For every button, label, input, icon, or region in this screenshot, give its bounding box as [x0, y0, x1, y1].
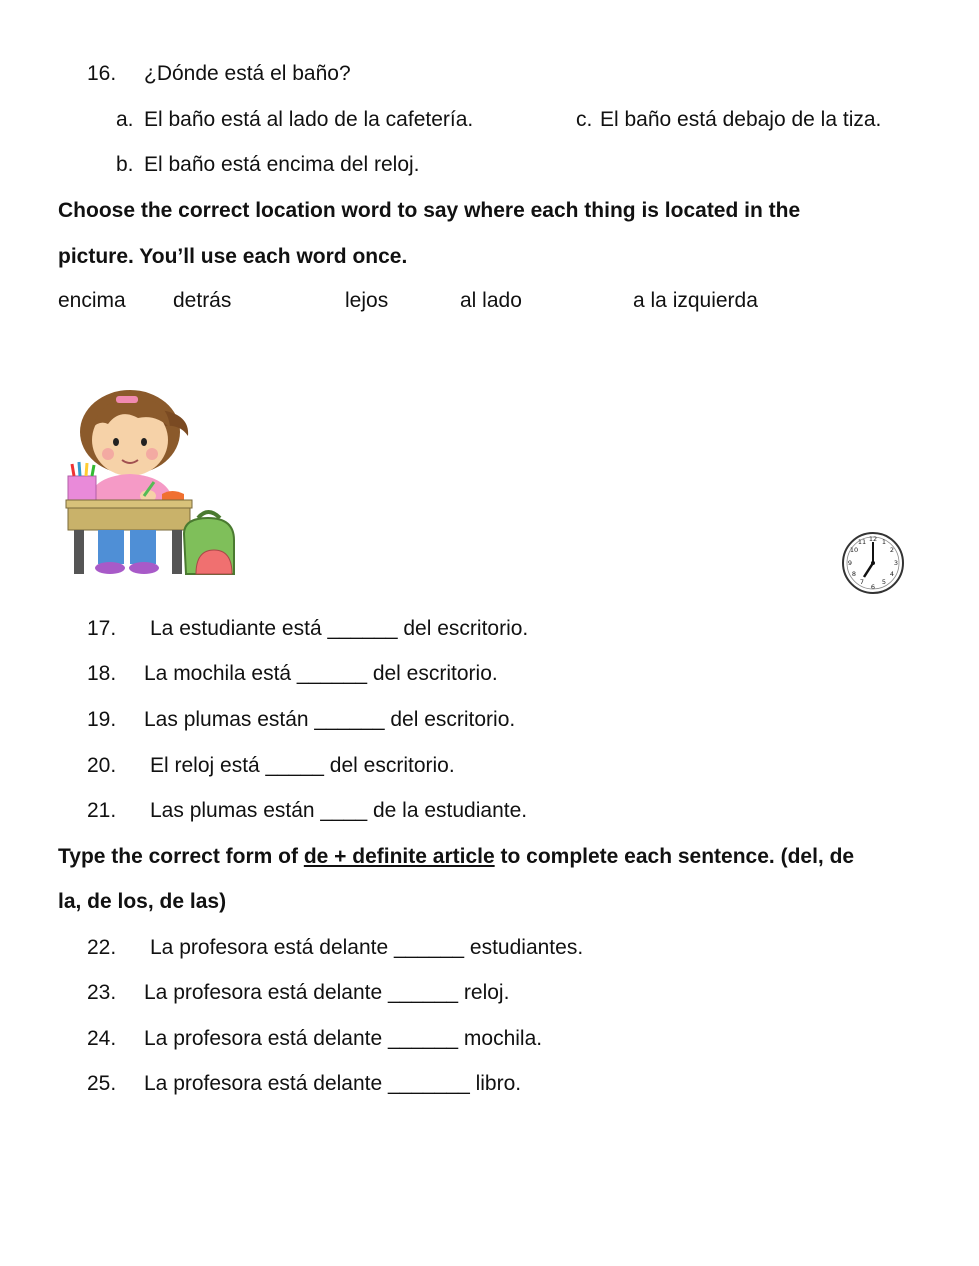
- option-b-text: El baño está encima del reloj.: [144, 153, 420, 176]
- word-bank-item: a la izquierda: [633, 289, 758, 312]
- clock-number: 8: [851, 570, 857, 578]
- section2-instruction-pre: Type the correct form of: [58, 845, 304, 868]
- word-bank-item: detrás: [173, 289, 232, 312]
- question-18-text: La mochila está ______ del escritorio.: [144, 662, 498, 685]
- question-19-number: 19.: [87, 708, 117, 731]
- section1-instruction-line1: Choose the correct location word to say where each thing is located in the: [58, 199, 801, 222]
- question-22-number: 22.: [87, 936, 117, 959]
- clock-number: 6: [870, 583, 876, 591]
- section1-instruction-line2: picture. You’ll use each word once.: [58, 245, 408, 268]
- clock-number: 2: [889, 546, 895, 554]
- option-c-letter: c.: [576, 108, 593, 131]
- student-at-desk-icon: [64, 384, 242, 582]
- clock-number: 10: [849, 546, 859, 554]
- question-17-text: La estudiante está ______ del escritorio.: [150, 617, 529, 640]
- question-22-text: La profesora está delante ______ estudiantes.: [150, 936, 584, 959]
- question-16-text: ¿Dónde está el baño?: [144, 62, 351, 85]
- clock-number: 11: [857, 538, 867, 546]
- question-25-text: La profesora está delante _______ libro.: [144, 1072, 522, 1095]
- word-bank-item: encima: [58, 289, 126, 312]
- clock-number: 4: [889, 570, 895, 578]
- question-18-number: 18.: [87, 662, 117, 685]
- clock-number: 1: [881, 538, 887, 546]
- clock-number: 7: [859, 578, 865, 586]
- clock-icon: [840, 530, 906, 596]
- question-17-number: 17.: [87, 617, 117, 640]
- word-bank-item: al lado: [460, 289, 522, 312]
- question-21-number: 21.: [87, 799, 117, 822]
- question-16-number: 16.: [87, 62, 117, 85]
- question-20-text: El reloj está _____ del escritorio.: [150, 754, 455, 777]
- option-a-letter: a.: [116, 108, 134, 131]
- question-24-text: La profesora está delante ______ mochila.: [144, 1027, 543, 1050]
- question-20-number: 20.: [87, 754, 117, 777]
- option-a-text: El baño está al lado de la cafetería.: [144, 108, 474, 131]
- question-24-number: 24.: [87, 1027, 117, 1050]
- clock-number: 3: [893, 559, 899, 567]
- question-25-number: 25.: [87, 1072, 117, 1095]
- section2-instruction-post: to complete each sentence. (del, de: [494, 845, 855, 868]
- question-23-text: La profesora está delante ______ reloj.: [144, 981, 510, 1004]
- option-c-text: El baño está debajo de la tiza.: [600, 108, 882, 131]
- option-b-letter: b.: [116, 153, 134, 176]
- clock-number: 12: [868, 535, 878, 543]
- clock-number: 9: [847, 559, 853, 567]
- question-23-number: 23.: [87, 981, 117, 1004]
- question-19-text: Las plumas están ______ del escritorio.: [144, 708, 516, 731]
- question-21-text: Las plumas están ____ de la estudiante.: [150, 799, 528, 822]
- section2-instruction-line1: [58, 844, 854, 870]
- section2-instruction-underlined: de + definite article: [303, 845, 495, 868]
- word-bank-item: lejos: [345, 289, 389, 312]
- clock-number: 5: [881, 578, 887, 586]
- section2-instruction-line2: la, de los, de las): [58, 890, 227, 913]
